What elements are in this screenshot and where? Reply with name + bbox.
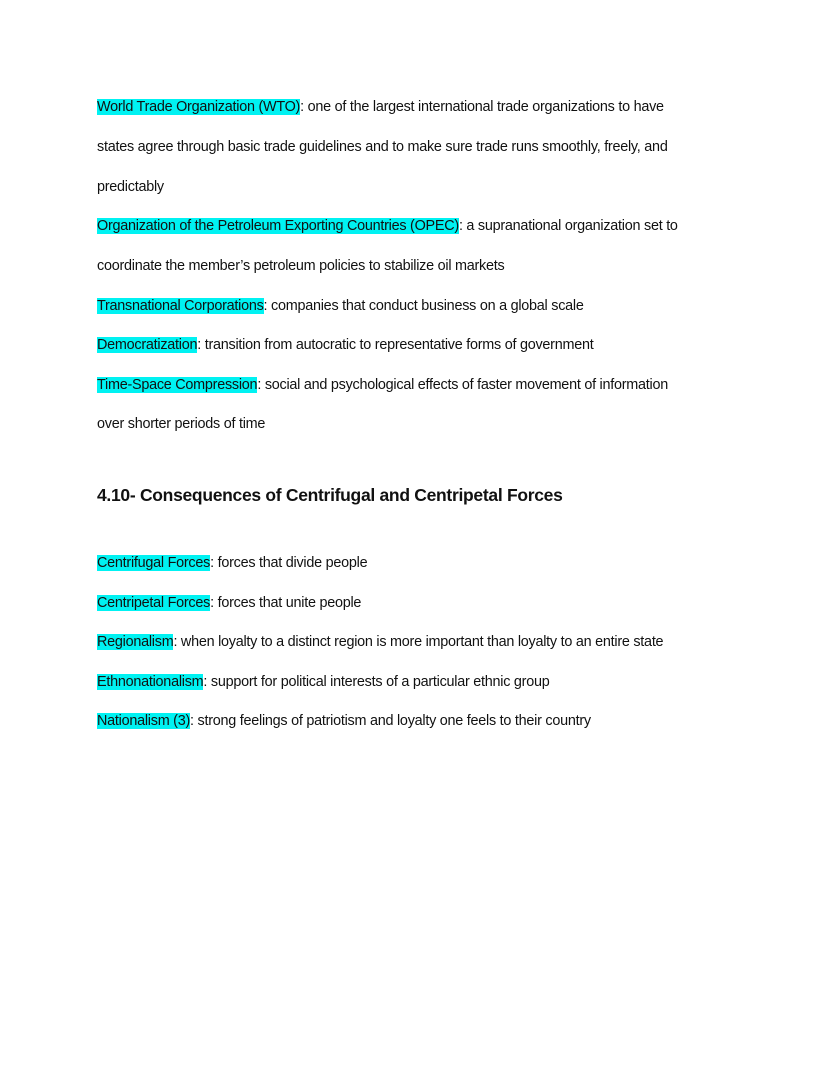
term-definition: : companies that conduct business on a global scale <box>263 298 584 314</box>
term-definition: : transition from autocratic to representative forms of government <box>197 337 594 353</box>
term-entry-opec <box>97 216 678 236</box>
definition-continuation: coordinate the member’s petroleum policies to stabilize oil markets <box>97 258 505 274</box>
term-entry-time-space-compression <box>97 375 668 395</box>
term-definition: : social and psychological effects of faster movement of information <box>257 377 668 393</box>
term-definition: : support for political interests of a particular ethnic group <box>203 674 550 690</box>
term-definition: : forces that divide people <box>210 555 368 571</box>
term-definition: : when loyalty to a distinct region is more important than loyalty to an entire state <box>173 634 664 650</box>
highlighted-term: Organization of the Petroleum Exporting Countries (OPEC) <box>97 218 459 234</box>
highlighted-term: Ethnonationalism <box>97 674 204 690</box>
definition-continuation: states agree through basic trade guidelines and to make sure trade runs smoothly, freely, and <box>97 139 668 155</box>
term-definition: : strong feelings of patriotism and loyalty one feels to their country <box>190 713 591 729</box>
definition-continuation: over shorter periods of time <box>97 416 266 432</box>
section-heading: 4.10- Consequences of Centrifugal and Centripetal Forces <box>97 485 563 505</box>
term-entry-regionalism <box>97 632 663 652</box>
term-entry-ethnonationalism <box>97 672 549 692</box>
term-entry-transnational-corporations <box>97 296 584 316</box>
term-definition: : one of the largest international trade organizations to have <box>300 99 664 115</box>
highlighted-term: World Trade Organization (WTO) <box>97 99 301 115</box>
term-entry-democratization <box>97 335 593 355</box>
term-entry-nationalism <box>97 711 591 731</box>
highlighted-term: Transnational Corporations <box>97 298 264 314</box>
highlighted-term: Time-Space Compression <box>97 377 258 393</box>
highlighted-term: Regionalism <box>97 634 174 650</box>
highlighted-term: Nationalism (3) <box>97 713 191 729</box>
highlighted-term: Democratization <box>97 337 198 353</box>
term-entry-centrifugal-forces <box>97 553 367 573</box>
definition-continuation: predictably <box>97 179 164 195</box>
highlighted-term: Centrifugal Forces <box>97 555 211 571</box>
term-entry-centripetal-forces <box>97 593 361 613</box>
highlighted-term: Centripetal Forces <box>97 595 211 611</box>
term-definition: : a supranational organization set to <box>458 218 678 234</box>
term-entry-wto <box>97 97 664 117</box>
term-definition: : forces that unite people <box>210 595 362 611</box>
